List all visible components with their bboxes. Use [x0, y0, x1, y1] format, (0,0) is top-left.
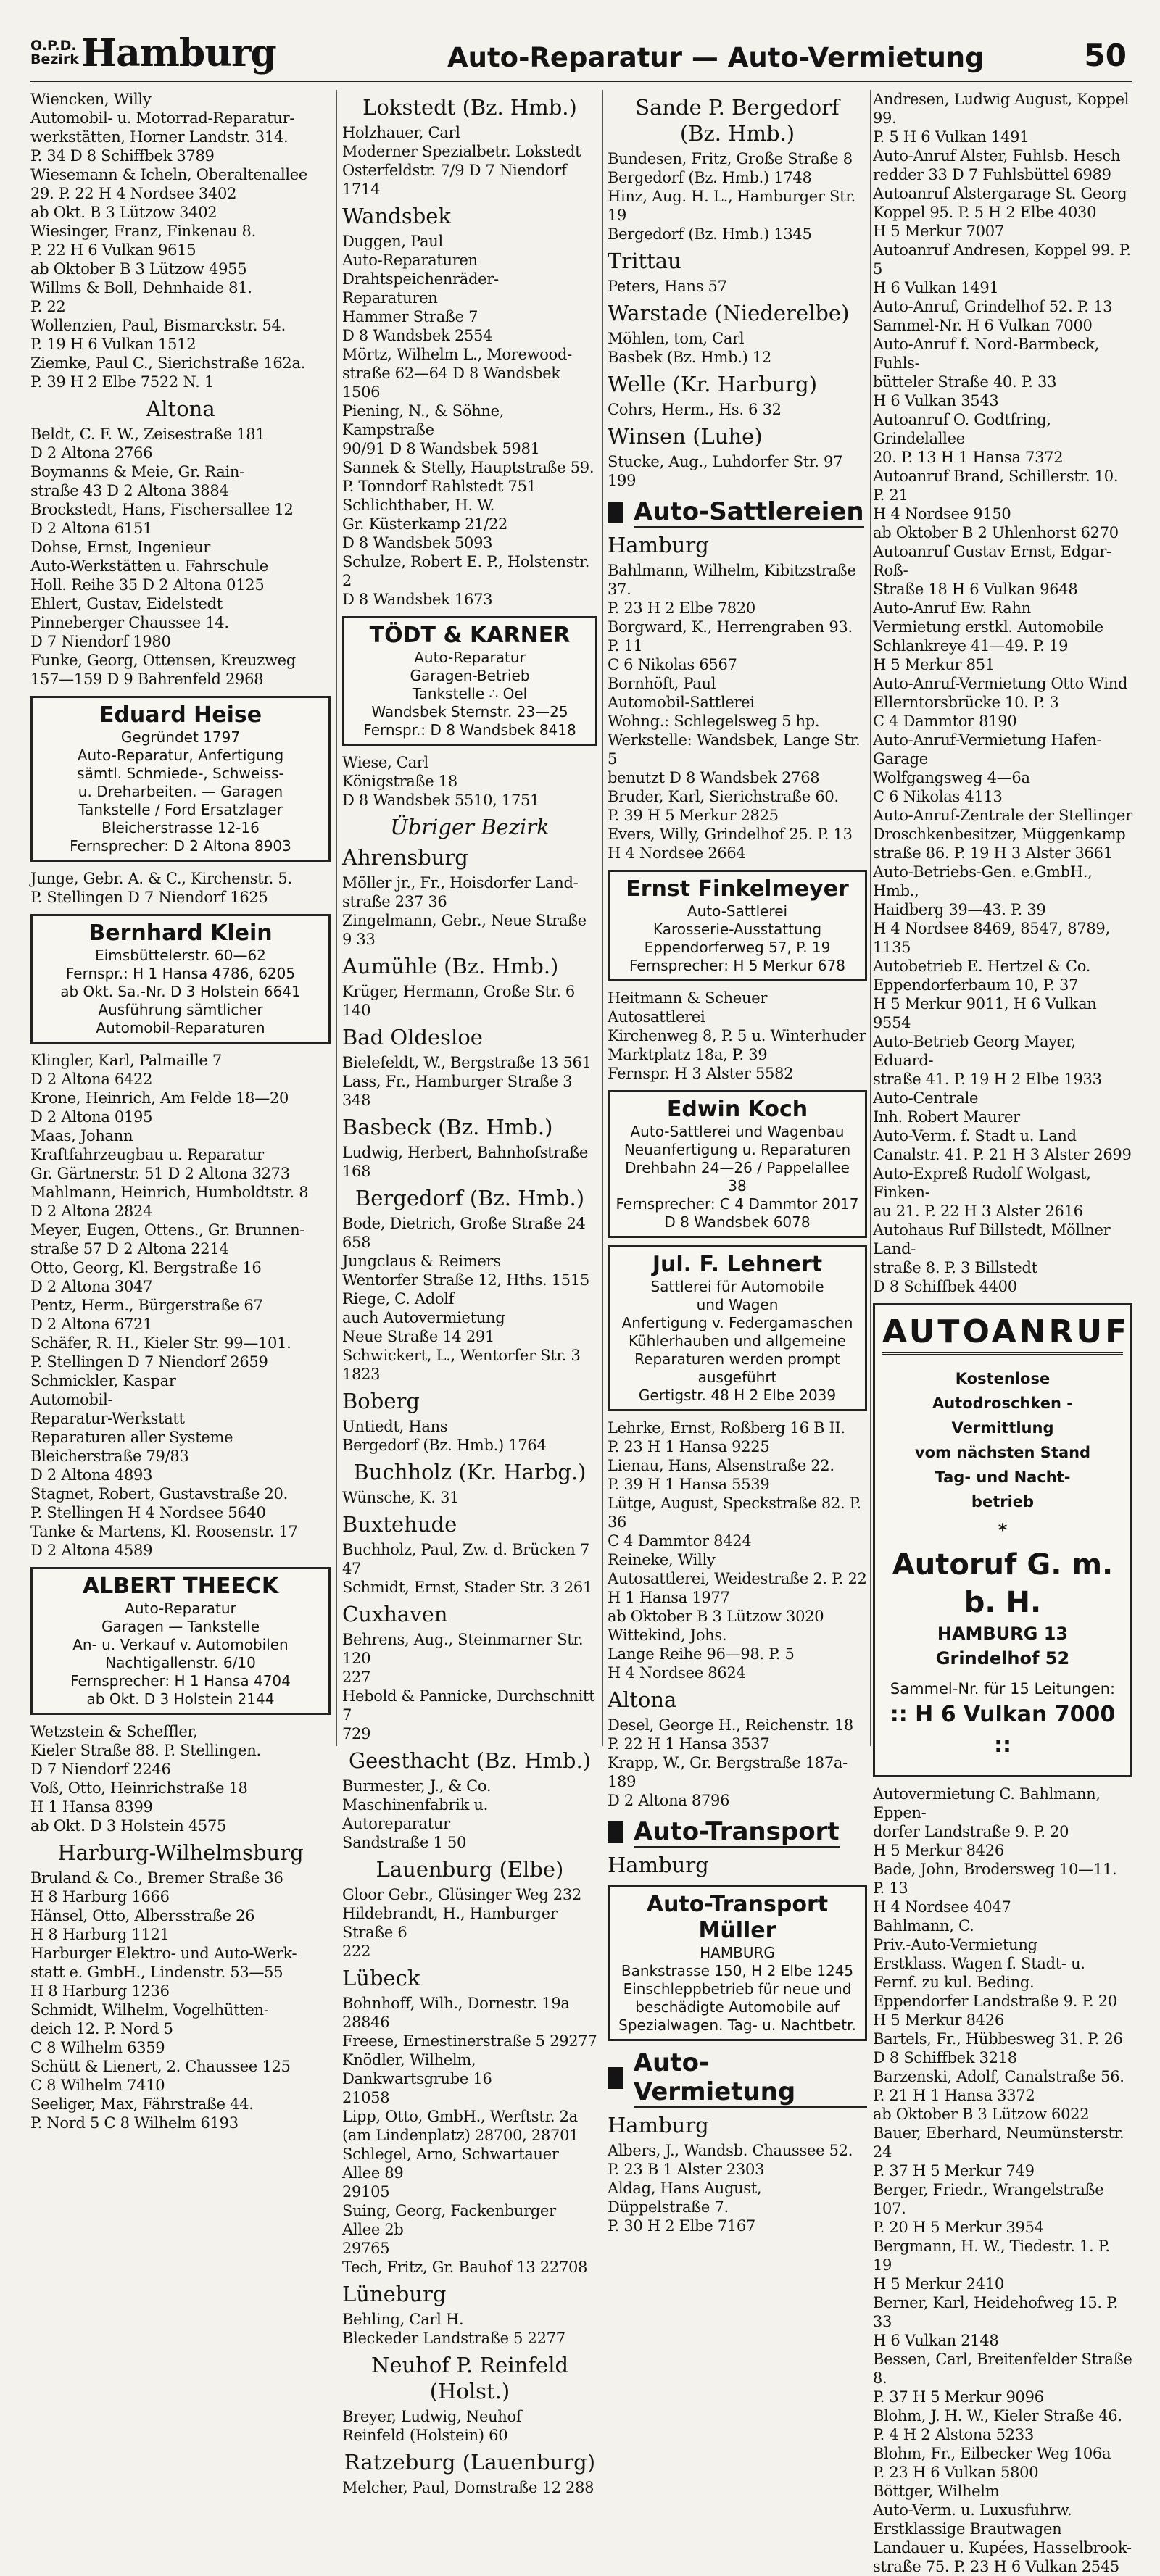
locality-heading: Lübeck — [342, 1966, 420, 1990]
listing-group: Möller jr., Fr., Hoisdorfer Land- straße 237 36 Zingelmann, Gebr., Neue Straße 9 33 — [342, 874, 587, 948]
listing-group: Bahlmann, Wilhelm, Kibitzstraße 37. P. 23 H 2 Elbe 7820 Borgward, K., Herrengraben 93. P. 11 C 6 Nikolas 6567 Bornhöft, Paul Automobil-Sattlerei Wohng.: Schlegelsweg 5 hp. Werkstelle: Wandsbek, Lange Str. 5 benutzt D 8 Wandsbek 2768 Bruder, Karl, Sierichstraße 60. P. 39 H 5 Merkur 2825 Evers, Willy, Grindelhof 25. P. 13 H 4 Nordsee 2664 — [608, 562, 861, 862]
listing-group: Wünsche, K. 31 — [342, 1489, 460, 1506]
section-heading-text: Auto-Vermietung — [634, 2048, 867, 2108]
listing-group: Breyer, Ludwig, Neuhof Reinfeld (Holstein) 60 — [342, 2408, 522, 2444]
city-title: Hamburg — [81, 31, 276, 75]
locality-heading: Trittau — [608, 249, 682, 273]
locality-heading: Wandsbek — [342, 204, 451, 228]
section-heading-text: Auto-Sattlereien — [634, 497, 864, 526]
locality-heading: Buchholz (Kr. Harbg.) — [353, 1460, 587, 1484]
locality-heading: Harburg-Wilhelmsburg — [57, 1840, 304, 1865]
locality-heading: Altona — [146, 396, 215, 421]
locality-heading: Ratzeburg (Lauenburg) — [344, 2450, 596, 2475]
section-heading-text: Auto-Transport — [634, 1817, 840, 1846]
listing-group: Autovermietung C. Bahlmann, Eppen- dorfer Landstraße 9. P. 20 H 5 Merkur 8426 Bade, John, Brodersweg 10—11. P. 13 H 4 Nordsee 4047 Bahlmann, C. Priv.-Auto-Vermietung Erstklass. Wagen f. Stadt- u. Fernf. zu kul. Beding. Eppendorfer Landstraße 9. P. 20 H 5 Merkur 8426 Bartels, Fr., Hübbesweg 31. P. 26 D 8 Schiffbek 3218 Barzenski, Adolf, Canalstraße 56. P. 21 H 1 Hansa 3372 ab Oktober B 3 Lützow 6022 Bauer, Eberhard, Neumünsterstr. 24 P. 37 H 5 Merkur 749 Berger, Friedr., Wrangelstraße 107. P. 20 H 5 Merkur 3954 Bergmann, H. W., Tiedestr. 1. P. 19 H 5 Merkur 2410 Berner, Karl, Heidehofweg 15. P. 33 H 6 Vulkan 2148 Bessen, Carl, Breitenfelder Straße 8. P. 37 H 5 Merkur 9096 Blohm, J. H. W., Kieler Straße 46. P. 4 H 2 Alstona 5233 Blohm, Fr., Eilbecker Weg 106a P. 23 H 6 Vulkan 5800 Böttger, Wilhelm Auto-Verm. u. Luxusfuhrw. Erstklassige Brautwagen Landauer u. Kupées, Hasselbrook- straße 75. P. 23 H 6 Vulkan 2545 — [873, 1785, 1132, 2575]
district-label: O.P.D. Bezirk — [30, 38, 79, 67]
advert-text: Auto-Reparatur Garagen — Tankstelle An- u. Verkauf v. Automobilen Nachtigallenstr. 6/10 Fernsprecher: H 1 Hansa 4704 ab Okt. D 3 Holstein 2144 — [70, 1600, 291, 1708]
advert-title: Ernst Finkelmeyer — [626, 876, 849, 902]
listing-group: Holzhauer, Carl Moderner Spezialbetr. Lokstedt Osterfeldstr. 7/9 D 7 Niendorf 1714 — [342, 124, 581, 198]
locality-heading: Lokstedt (Bz. Hmb.) — [362, 95, 577, 120]
listing-group: Untiedt, Hans Bergedorf (Bz. Hmb.) 1764 — [342, 1418, 547, 1454]
locality-heading: Übriger Bezirk — [390, 815, 550, 839]
listing-group: Bohnhoff, Wilh., Dornestr. 19a 28846 Freese, Ernestinerstraße 5 29277 Knödler, Wilhelm, Dankwartsgrube 16 21058 Lipp, Otto, GmbH., Werftstr. 2a (am Lindenplatz) 28700, 28701 Schlegel, Arno, Schwartauer Allee 89 29105 Suing, Georg, Fackenburger Allee 2b 29765 Tech, Fritz, Gr. Bauhof 13 22708 — [342, 1995, 597, 2276]
advert-text: Auto-Sattlerei und Wagenbau Neuanfertigung u. Reparaturen Drehbahn 24—26 / Pappelallee 38 Fernsprecher: C 4 Dammtor 2017 D 8 Wandsbek 6078 — [616, 1123, 859, 1231]
listing-group: Desel, George H., Reichenstr. 18 P. 22 H 1 Hansa 3537 Krapp, W., Gr. Bergstraße 187a-189 D 2 Altona 8796 — [608, 1716, 853, 1809]
locality-heading: Neuhof P. Reinfeld (Holst.) — [370, 2353, 569, 2403]
locality-heading: Hamburg — [608, 533, 709, 557]
section-marker-icon — [608, 1821, 624, 1843]
advert-title: Eduard Heise — [99, 702, 262, 728]
column-divider — [336, 90, 337, 1746]
listing-group: Bundesen, Fritz, Große Straße 8 Bergedorf (Bz. Hmb.) 1748 Hinz, Aug. H. L., Hamburger Str. 19 Bergedorf (Bz. Hmb.) 1345 — [608, 150, 856, 243]
locality-heading: Boberg — [342, 1389, 420, 1413]
advert-transport-mueller — [608, 1885, 867, 2041]
advert-sammel-label: Sammel-Nr. für 15 Leitungen: — [890, 1680, 1116, 1698]
advert-text: HAMBURG Bankstrasse 150, H 2 Elbe 1245 Einschleppbetrieb für neue und beschädigte Automobile auf Spezialwagen. Tag- u. Nachtbetr. — [618, 1944, 856, 2034]
column-divider — [602, 90, 603, 1746]
advert-phone: :: H 6 Vulkan 7000 :: — [890, 1702, 1116, 1758]
listing-group: Beldt, C. F. W., Zeisestraße 181 D 2 Altona 2766 Boymanns & Meie, Gr. Rain- straße 43 D 2 Altona 3884 Brockstedt, Hans, Fischersallee 12 D 2 Altona 6151 Dohse, Ernst, Ingenieur Auto-Werkstätten u. Fahrschule Holl. Reihe 35 D 2 Altona 0125 Ehlert, Gustav, Eidelstedt Pinneberger Chaussee 14. D 7 Niendorf 1980 Funke, Georg, Ottensen, Kreuzweg 157—159 D 9 Bahrenfeld 2968 — [30, 425, 296, 688]
column-1 — [30, 90, 331, 2132]
locality-heading: Bergedorf (Bz. Hmb.) — [355, 1186, 585, 1210]
advert-line: vom nächsten Stand — [914, 1444, 1091, 1461]
advert-text: Auto-Sattlerei Karosserie-Ausstattung Eppendorferweg 57, P. 19 Fernsprecher: H 5 Merkur 678 — [629, 902, 846, 974]
advert-text: Eimsbüttelerstr. 60—62 Fernspr.: H 1 Hansa 4786, 6205 ab Okt. Sa.-Nr. D 3 Holstein 6641 Ausführung sämtlicher Automobil-Reparaturen — [60, 947, 301, 1036]
advert-klein — [30, 914, 331, 1044]
locality-heading: Warstade (Niederelbe) — [608, 301, 850, 325]
listing-group: Bruland & Co., Bremer Straße 36 H 8 Harburg 1666 Hänsel, Otto, Albersstraße 26 H 8 Harburg 1121 Harburger Elektro- und Auto-Werk- statt e. GmbH., Lindenstr. 53—55 H 8 Harburg 1236 Schmidt, Wilhelm, Vogelhütten- deich 12. P. Nord 5 C 8 Wilhelm 6359 Schütt & Lienert, 2. Chaussee 125 C 8 Wilhelm 7410 Seeliger, Max, Fährstraße 44. P. Nord 5 C 8 Wilhelm 6193 — [30, 1869, 297, 2132]
locality-heading: Geesthacht (Bz. Hmb.) — [348, 1748, 591, 1773]
listing-group: Möhlen, tom, Carl Basbek (Bz. Hmb.) 12 — [608, 330, 771, 366]
advert-text: Gegründet 1797 Auto-Reparatur, Anfertigung sämtl. Schmiede-, Schweiss- u. Dreharbeiten. — Garagen Tankstelle / Ford Ersatzlager Bleicherstrasse 12-16 Fernsprecher: D 2 Altona 8903 — [70, 728, 291, 855]
section-marker-icon — [608, 2067, 624, 2089]
listing-group: Lehrke, Ernst, Roßberg 16 B II. P. 23 H 1 Hansa 9225 Lienau, Hans, Alsenstraße 22. P. 39 H 1 Hansa 5539 Lütge, August, Speckstraße 82. P. 36 C 4 Dammtor 8424 Reineke, Willy Autosattlerei, Weidestraße 2. P. 22 H 1 Hansa 1977 ab Oktober B 3 Lützow 3020 Wittekind, Johs. Lange Reihe 96—98. P. 5 H 4 Nordsee 8624 — [608, 1419, 867, 1682]
locality-heading: Winsen (Luhe) — [608, 424, 763, 449]
listing-group: Bode, Dietrich, Große Straße 24 658 Jungclaus & Reimers Wentorfer Straße 12, Hths. 1515 Riege, C. Adolf auch Autovermietung Neue Straße 14 291 Schwickert, L., Wentorfer Str. 3 1823 — [342, 1215, 589, 1383]
advert-autoanruf — [873, 1303, 1132, 1777]
locality-heading: Lüneburg — [342, 2282, 447, 2306]
column-3 — [608, 90, 867, 2235]
section-marker-icon — [608, 502, 624, 523]
listing-group: Behrens, Aug., Steinmarner Str. 120 227 Hebold & Pannicke, Durchschnitt 7 729 — [342, 1631, 595, 1742]
listing-group: Melcher, Paul, Domstraße 12 288 — [342, 2479, 594, 2496]
listing-group: Wetzstein & Scheffler, Kieler Straße 88. P. Stellingen. D 7 Niendorf 2246 Voß, Otto, Heinrichstraße 18 H 1 Hansa 8399 ab Okt. D 3 Holstein 4575 — [30, 1723, 261, 1835]
advert-company-name: Autoruf G. m. b. H. — [892, 1548, 1114, 1619]
advert-line: Autodroschken - Vermittlung — [932, 1395, 1073, 1437]
advert-lehnert — [608, 1245, 867, 1411]
listing-group: Wiencken, Willy Automobil- u. Motorrad-Reparatur- werkstätten, Horner Landstr. 314. P. 34 D 8 Schiffbek 3789 Wiesemann & Icheln, Oberaltenallee 29. P. 22 H 4 Nordsee 3402 ab Okt. B 3 Lützow 3402 Wiesinger, Franz, Finkenau 8. P. 22 H 6 Vulkan 9615 ab Oktober B 3 Lützow 4955 Willms & Boll, Dehnhaide 81. P. 22 Wollenzien, Paul, Bismarckstr. 54. P. 19 H 6 Vulkan 1512 Ziemke, Paul C., Sierichstraße 162a. P. 39 H 2 Elbe 7522 N. 1 — [30, 91, 308, 391]
listing-group: Klingler, Karl, Palmaille 7 D 2 Altona 6422 Krone, Heinrich, Am Felde 18—20 D 2 Altona 0195 Maas, Johann Kraftfahrzeugbau u. Reparatur Gr. Gärtnerstr. 51 D 2 Altona 3273 Mahlmann, Heinrich, Humboldtstr. 8 D 2 Altona 2824 Meyer, Eugen, Ottens., Gr. Brunnen- straße 57 D 2 Altona 2214 Otto, Georg, Kl. Bergstraße 16 D 2 Altona 3047 Pentz, Herm., Bürgerstraße 67 D 2 Altona 6721 Schäfer, R. H., Kieler Str. 99—101. P. Stellingen D 7 Niendorf 2659 Schmickler, Kaspar Automobil- Reparatur-Werkstatt Reparaturen aller Systeme Bleicherstraße 79/83 D 2 Altona 4893 Stagnet, Robert, Gustavstraße 20. P. Stellingen H 4 Nordsee 5640 Tanke & Martens, Kl. Roosenstr. 17 D 2 Altona 4589 — [30, 1052, 309, 1559]
listing-group: Buchholz, Paul, Zw. d. Brücken 7 47 Schmidt, Ernst, Stader Str. 3 261 — [342, 1541, 593, 1596]
advert-title: TÖDT & KARNER — [369, 623, 571, 648]
advert-title: Jul. F. Lehnert — [652, 1252, 823, 1277]
locality-heading: Welle (Kr. Harburg) — [608, 372, 818, 396]
locality-heading: Basbeck (Bz. Hmb.) — [342, 1115, 553, 1139]
listing-group: Gloor Gebr., Glüsinger Weg 232 Hildebrandt, H., Hamburger Straße 6 222 — [342, 1886, 582, 1960]
advert-heading: AUTOANRUF — [882, 1313, 1123, 1355]
advert-title: ALBERT THEECK — [82, 1574, 279, 1599]
advert-theeck — [30, 1567, 331, 1715]
advert-text: Sattlerei für Automobile und Wagen Anfertigung v. Federgamaschen Kühlerhauben und allgemeine Reparaturen werden prompt ausgeführt Gertigstr. 48 H 2 Elbe 2039 — [621, 1278, 853, 1404]
locality-heading: Ahrensburg — [342, 845, 468, 870]
advert-title: Auto-Transport Müller — [646, 1892, 829, 1943]
listing-group: Junge, Gebr. A. & C., Kirchenstr. 5. P. Stellingen D 7 Niendorf 1625 — [30, 870, 292, 906]
listing-group: Krüger, Hermann, Große Str. 6 140 — [342, 983, 575, 1019]
advert-toedt-karner — [342, 616, 597, 746]
advert-title: Bernhard Klein — [88, 921, 273, 946]
page-header — [30, 29, 1132, 83]
locality-heading: Bad Oldesloe — [342, 1025, 483, 1050]
page-number: 50 — [1084, 38, 1127, 73]
locality-heading: Hamburg — [608, 2113, 709, 2137]
listing-group: Wiese, Carl Königstraße 18 D 8 Wandsbek 5510, 1751 — [342, 754, 540, 809]
listing-group: Duggen, Paul Auto-Reparaturen Drahtspeichenräder- Reparaturen Hammer Straße 7 D 8 Wandsbek 2554 Mörtz, Wilhelm L., Morewood- straße 62—64 D 8 Wandsbek 1506 Piening, N., & Söhne, Kampstraße 90/91 D 8 Wandsbek 5981 Sannek & Stelly, Hauptstraße 59. P. Tonndorf Rahlstedt 751 Schlichthaber, H. W. Gr. Küsterkamp 21/22 D 8 Wandsbek 5093 Schulze, Robert E. P., Holstenstr. 2 D 8 Wandsbek 1673 — [342, 233, 594, 608]
listing-group: Andresen, Ludwig August, Koppel 99. P. 5 H 6 Vulkan 1491 Auto-Anruf Alster, Fuhlsb. Hesch redder 33 D 7 Fuhlsbüttel 6989 Autoanruf Alstergarage St. Georg Koppel 95. P. 5 H 2 Elbe 4030 H 5 Merkur 7007 Autoanruf Andresen, Koppel 99. P. 5 H 6 Vulkan 1491 Auto-Anruf, Grindelhof 52. P. 13 Sammel-Nr. H 6 Vulkan 7000 Auto-Anruf f. Nord-Barmbeck, Fuhls- bütteler Straße 40. P. 33 H 6 Vulkan 3543 Autoanruf O. Godtfring, Grindelallee 20. P. 13 H 1 Hansa 7372 Autoanruf Brand, Schillerstr. 10. P. 21 H 4 Nordsee 9150 ab Oktober B 2 Uhlenhorst 6270 Autoanruf Gustav Ernst, Edgar-Roß- Straße 18 H 6 Vulkan 9648 Auto-Anruf Ew. Rahn Vermietung erstkl. Automobile Schlankreye 41—49. P. 19 H 5 Merkur 851 Auto-Anruf-Vermietung Otto Wind Ellerntorsbrücke 10. P. 3 C 4 Dammtor 8190 Auto-Anruf-Vermietung Hafen-Garage Wolfgangsweg 4—6a C 6 Nikolas 4113 Auto-Anruf-Zentrale der Stellinger Droschkenbesitzer, Müggenkamp straße 86. P. 19 H 3 Alster 3661 Auto-Betriebs-Gen. e.GmbH., Hmb., Haidberg 39—43. P. 39 H 4 Nordsee 8469, 8547, 8789, 1135 Autobetrieb E. Hertzel & Co. Eppendorferbaum 10, P. 37 H 5 Merkur 9011, H 6 Vulkan 9554 Auto-Betrieb Georg Mayer, Eduard- straße 41. P. 19 H 2 Elbe 1933 Auto-Centrale Inh. Robert Maurer Auto-Verm. f. Stadt u. Land Canalstr. 41. P. 21 H 3 Alster 2699 Auto-Expreß Rudolf Wolgast, Finken- au 21. P. 22 H 3 Alster 2616 Autohaus Ruf Billstedt, Möllner Land- straße 8. P. 3 Billstedt D 8 Schiffbek 4400 — [873, 91, 1132, 1295]
locality-heading: Altona — [608, 1687, 677, 1712]
listing-group: Ludwig, Herbert, Bahnhofstraße 168 — [342, 1144, 589, 1180]
advert-heise — [30, 696, 331, 862]
locality-heading: Buxtehude — [342, 1512, 457, 1537]
advert-line: Tag- und Nacht- betrieb — [935, 1468, 1071, 1511]
locality-heading: Cuxhaven — [342, 1602, 448, 1626]
listing-group: Bielefeldt, W., Bergstraße 13 561 Lass, Fr., Hamburger Straße 3 348 — [342, 1054, 592, 1109]
locality-heading: Sande P. Bergedorf (Bz. Hmb.) — [635, 95, 840, 146]
listing-group: Burmester, J., & Co. Maschinenfabrik u. Autoreparatur Sandstraße 1 50 — [342, 1777, 492, 1851]
star-icon: * — [998, 1520, 1008, 1540]
section-title: Auto-Reparatur — Auto-Vermietung — [447, 42, 985, 73]
locality-heading: Lauenburg (Elbe) — [376, 1857, 564, 1882]
column-2 — [342, 90, 597, 2496]
column-divider — [870, 90, 871, 1746]
listing-group: Heitmann & Scheuer Autosattlerei Kirchenweg 8, P. 5 u. Winterhuder Marktplatz 18a, P. 39 Fernspr. H 3 Alster 5582 — [608, 989, 866, 1082]
section-heading-sattlereien — [608, 497, 867, 528]
column-4 — [873, 90, 1132, 2575]
listing-group: Peters, Hans 57 — [608, 278, 727, 295]
advert-text: Auto-Reparatur Garagen-Betrieb Tankstelle ∴ Oel Wandsbek Sternstr. 23—25 Fernspr.: D 8 Wandsbek 8418 — [363, 649, 576, 739]
section-heading-transport — [608, 1817, 867, 1848]
advert-line: Kostenlose — [955, 1370, 1051, 1387]
section-heading-vermietung — [608, 2048, 867, 2108]
listing-group: Stucke, Aug., Luhdorfer Str. 97 199 — [608, 453, 843, 489]
listing-group: Cohrs, Herm., Hs. 6 32 — [608, 401, 782, 418]
locality-heading: Hamburg — [608, 1853, 709, 1877]
advert-title: Edwin Koch — [666, 1097, 808, 1122]
locality-heading: Aumühle (Bz. Hmb.) — [342, 954, 559, 979]
listing-group: Behling, Carl H. Bleckeder Landstraße 5 2277 — [342, 2311, 566, 2347]
listing-group: Albers, J., Wandsb. Chaussee 52. P. 23 B 1 Alster 2303 Aldag, Hans August, Düppelstraße 7. P. 30 H 2 Elbe 7167 — [608, 2142, 853, 2235]
advert-address: HAMBURG 13 Grindelhof 52 — [935, 1624, 1070, 1669]
advert-koch — [608, 1090, 867, 1238]
advert-finkelmeyer — [608, 870, 867, 981]
